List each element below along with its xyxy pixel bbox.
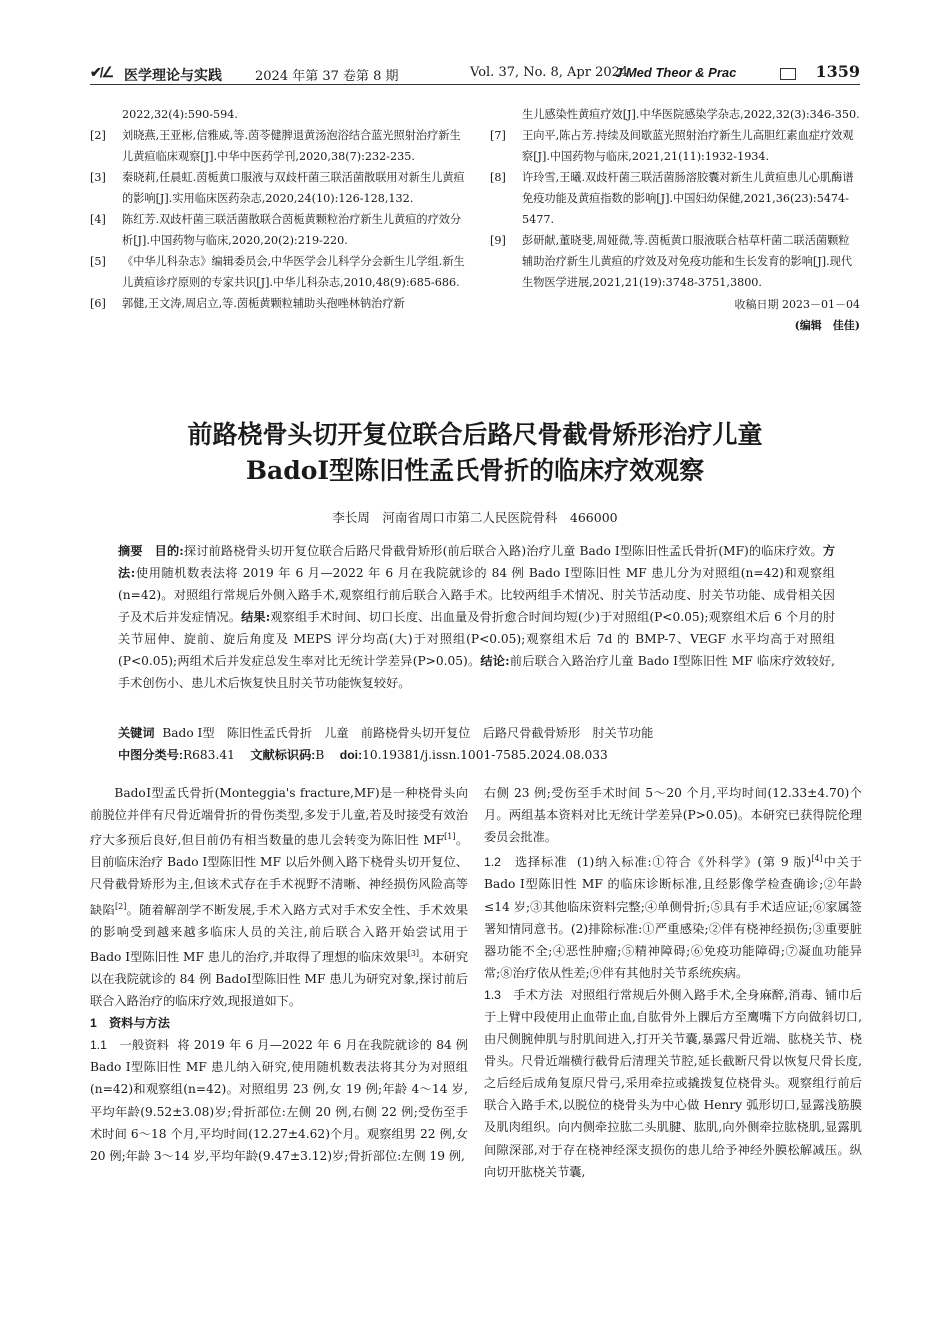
result-text: 观察组手术时间、切口长度、出血量及骨折愈合时间均短(少)于对照组(P<0.05);观察组术后 6 个月的肘关节屈伸、旋前、旋后角度及 MEPS 评分均高(大)于对照组(P<0.05);观察组术后 7d 的 BMP-7、VEGF 水平均高于对照组(P<0.05);两组术后并发症总发生率对比无统计学差异(P>0.05)。 (118, 610, 836, 668)
keywords (118, 722, 835, 744)
reference-item: [9] 彭研献,董晓斐,周娅微,等.茵栀黄口服液联合枯草杆菌二联活菌颗粒辅助治疗新生儿黄疸的疗效及对免疫功能和生长发育的影响[J].现代生物医学进展,2021,21(19):3748-3751,3800. (490, 234, 853, 289)
references-left (90, 104, 465, 314)
article-title-line1: 前路桡骨头切开复位联合后路尺骨截骨矫形治疗儿童 (187, 420, 763, 449)
method-text: 使用随机数表法将 2019 年 6 月—2022 年 6 月在我院就诊的 84 例 Bado Ⅰ型陈旧性 MF 患儿分为对照组(n=42)和观察组(n=42)。对照组行常规后外侧入路手术,观察组行前后联合入路手术。比较两组手术情况、肘关节活动度、肘关节功能、成骨相关因子及术后并发症情况。 (118, 566, 835, 624)
intro-paragraph: BadoⅠ型孟氏骨折(Monteggia's fracture,MF)是一种桡骨头向前脱位并伴有尺骨近端骨折的骨伤类型,多发于儿童,若及时接受有效治疗大多预后良好,但目前仍有相当数量的患儿会转变为陈旧性 MF[1]。目前临床治疗 Bado Ⅰ型陈旧性 MF 以后外侧入路下桡骨头切开复位、尺骨截骨矫形为主,但该术式存在手术视野不清晰、神经损伤风险高等缺陷[2]。随着解剖学不断发展,手术入路方式对手术安全性、手术效果的影响受到越来越多临床人员的关注,前后联合入路开始尝试用于 Bado Ⅰ型陈旧性 MF 患儿的治疗,并取得了理想的临床效果[3]。本研究以在我院就诊的 84 例 BadoⅠ型陈旧性 MF 患儿为研究对象,探讨前后联合入路治疗的临床疗效,现报道如下。 (90, 786, 469, 1009)
result-label: 结果: (241, 610, 271, 624)
section-heading: 1 资料与方法 (90, 1016, 170, 1031)
doc-code-label: 文献标识码: (250, 748, 316, 762)
abstract-label: 摘要 (118, 544, 143, 558)
reference-item: [6] 郭健,王文涛,周启立,等.茵栀黄颗粒辅助头孢唑林钠治疗新 (90, 297, 405, 310)
abstract (118, 540, 835, 694)
objective-text: 探讨前路桡骨头切开复位联合后路尺骨截骨矫形(前后联合入路)治疗儿童 Bado Ⅰ型陈旧性孟氏骨折(MF)的临床疗效。 (183, 544, 823, 558)
reference-item: [8] 许玲雪,王曦.双歧杆菌三联活菌肠溶胶囊对新生儿黄疸患儿心肌酶谱免疫功能及黄疸指数的影响[J].中国妇幼保健,2021,36(23):5474-5477. (490, 171, 854, 226)
subsection-heading: 1.1 一般资料 (90, 1038, 170, 1053)
header-rule (90, 84, 860, 85)
journal-name-en: J Med Theor & Prac (615, 65, 737, 80)
keywords-text: Bado Ⅰ型 陈旧性孟氏骨折 儿童 前路桡骨头切开复位 后路尺骨截骨矫形 肘关节功能 (162, 726, 654, 740)
reference-item: [3] 秦晓莉,任晨虹.茵栀黄口服液与双歧杆菌三联活菌散联用对新生儿黄疸的影响[J].实用临床医药杂志,2020,24(10):126-128,132. (90, 171, 465, 205)
conclusion-text: 前后联合入路治疗儿童 Bado Ⅰ型陈旧性 MF 临床疗效较好,手术创伤小、患儿术后恢复快且肘关节功能恢复较好。 (118, 654, 836, 690)
doc-code-value: B (315, 748, 325, 762)
body-paragraph: 右侧 23 例;受伤至手术时间 5～20 个月,平均时间(12.33±4.70)个月。两组基本资料对比无统计学差异(P>0.05)。本研究已获得院伦理委员会批准。 (484, 786, 862, 845)
subsection-paragraph: 1.2 选择标准 (1)纳入标准:①符合《外科学》(第 9 版)[4]中关于 Bado Ⅰ型陈旧性 MF 的临床诊断标准,且经影像学检查确诊;②年龄≤14 岁;③其他临床资料完整;④单侧骨折;⑤具有手术适应证;⑥家属签署知情同意书。(2)排除标准:①严重感染;②伴有桡神经损伤;③重要脏器功能不全;④恶性肿瘤;⑤精神障碍;⑥免疫功能障碍;⑦凝血功能异常;⑧治疗依从性差;⑨伴有其他肘关节系统疾病。 (484, 854, 862, 980)
article-title-line2: BadoⅠ型陈旧性孟氏骨折的临床疗效观察 (245, 456, 705, 485)
doi-label: doi: (339, 748, 363, 762)
journal-name-cn: 医学理论与实践 (124, 67, 222, 83)
reference-item: 生儿感染性黄疸疗效[J].中华医院感染学杂志,2022,32(3):346-350. (522, 108, 860, 121)
reference-item: [7] 王向平,陈占芳.持续及间歇蓝光照射治疗新生儿高胆红素血症疗效观察[J].中国药物与临床,2021,21(11):1932-1934. (490, 129, 854, 163)
doi-value: 10.19381/j.issn.1001-7585.2024.08.033 (362, 748, 608, 762)
editor-note: (编辑 佳佳) (794, 319, 860, 332)
journal-logo-icon: ✔/∠ (90, 64, 113, 80)
subsection-paragraph: 1.1 一般资料 将 2019 年 6 月—2022 年 6 月在我院就诊的 84 例 Bado Ⅰ型陈旧性 MF 患儿纳入研究,使用随机数表法将其分为对照组(n=42)和观察组(n=42)。对照组男 23 例,女 19 例;年龄 4～14 岁,平均年龄(9.52±3.08)岁;骨折部位:左侧 20 例,右侧 22 例;受伤至手术时间 6～18 个月,平均时间(12.27±4.62)个月。观察组男 22 例,女 20 例;年龄 3～14 岁,平均年龄(9.47±3.12)岁;骨折部位:左侧 19 例, (90, 1038, 468, 1163)
page-number: 1359 (815, 62, 860, 81)
author-affiliation: 李长周 河南省周口市第二人民医院骨科 466000 (332, 510, 618, 525)
reference-item: [2] 刘晓燕,王亚彬,信雅威,等.茵苓健脾退黄汤泡浴结合蓝光照射治疗新生儿黄疸临床观察[J].中华中医药学刊,2020,38(7):232-235. (90, 129, 461, 163)
keywords-label: 关键词 (118, 726, 155, 740)
clc-label: 中图分类号: (118, 748, 183, 762)
subsection-paragraph: 1.3 手术方法 对照组行常规后外侧入路手术,全身麻醉,消毒、铺巾后于上臂中段使用止血带止血,自肱骨外上髁后方至鹰嘴下方向做斜切口,由尺侧腕伸肌与肘肌间进入,打开关节囊,暴露尺骨近端、肱桡关节、桡骨头。尺骨近端横行截骨后清理关节腔,延长截断尺骨以恢复尺骨长度,之后经后成角复原尺骨弓,采用牵拉或撬拨复位桡骨头。观察组行前后联合入路手术,以脱位的桡骨头为中心做 Henry 弧形切口,显露浅筋膜及肌肉组织。向内侧牵拉肱二头肌腱、肱肌,向外侧牵拉肱桡肌,显露肌间隙深部,对于存在桡神经深支损伤的患儿给予神经外膜松解减压。纵向切开肱桡关节囊, (484, 987, 863, 1179)
subsection-heading: 1.2 选择标准 (484, 855, 568, 870)
body-column-right (484, 782, 862, 1183)
objective-label: 目的: (154, 544, 184, 558)
page-header (90, 62, 860, 86)
header-box-icon (780, 68, 796, 80)
conclusion-label: 结论: (480, 654, 510, 668)
clc-value: R683.41 (183, 748, 235, 762)
body-column-left (90, 782, 468, 1167)
reference-item: [5] 《中华儿科杂志》编辑委员会,中华医学会儿科学分会新生儿学组.新生儿黄疸诊疗原则的专家共识[J].中华儿科杂志,2010,48(9):685-686. (90, 255, 465, 289)
reference-item: [4] 陈红芳.双歧杆菌三联活菌散联合茵栀黄颗粒治疗新生儿黄疸的疗效分析[J].中国药物与临床,2020,20(2):219-220. (90, 213, 462, 247)
subsection-heading: 1.3 手术方法 (484, 987, 563, 1002)
method-label: 方法: (118, 544, 836, 580)
received-date: 收稿日期 2023－01－04 (734, 298, 860, 311)
references-right (490, 104, 860, 336)
classification-line (118, 744, 835, 766)
reference-item: 2022,32(4):590-594. (122, 108, 238, 121)
issue-info: 2024 年第 37 卷第 8 期 (255, 69, 399, 84)
volume-info: Vol. 37, No. 8, Apr 2024 (470, 65, 629, 80)
